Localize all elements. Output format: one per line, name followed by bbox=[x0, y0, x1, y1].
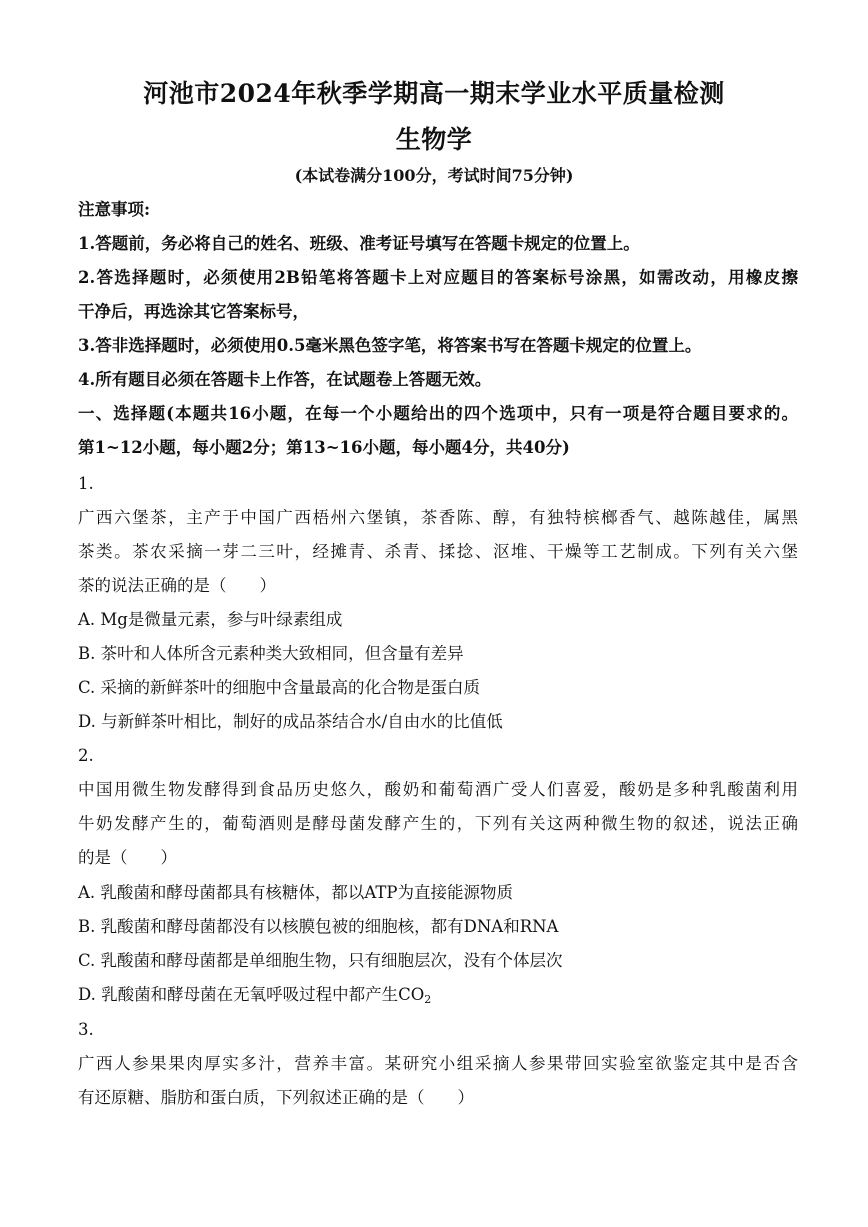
option-d-text: D. 乳酸菌和酵母菌在无氧呼吸过程中都产生CO bbox=[78, 985, 425, 1004]
question-stem-line: 有还原糖、脂肪和蛋白质，下列叙述正确的是（ ） bbox=[78, 1088, 474, 1107]
option-a: A. Mg是微量元素，参与叶绿素组成 bbox=[78, 610, 343, 629]
option-d: D. 与新鲜茶叶相比，制好的成品茶结合水/自由水的比值低 bbox=[78, 712, 503, 731]
option-c: C. 采摘的新鲜茶叶的细胞中含量最高的化合物是蛋白质 bbox=[78, 678, 481, 697]
notice-item: 3.答非选择题时，必须使用0.5毫米黑色签字笔，将答案书写在答题卡规定的位置上。 bbox=[78, 336, 702, 355]
question-stem-line: 茶的说法正确的是（ ） bbox=[78, 576, 276, 595]
option-a: A. 乳酸菌和酵母菌都具有核糖体，都以ATP为直接能源物质 bbox=[78, 883, 514, 902]
subject-title: 生物学 bbox=[395, 125, 473, 154]
question-number: 1. bbox=[78, 474, 94, 493]
option-b: B. 乳酸菌和酵母菌都没有以核膜包被的细胞核，都有DNA和RNA bbox=[78, 917, 559, 936]
notice-item: 干净后，再选涂其它答案标号， bbox=[78, 302, 309, 321]
option-c: C. 乳酸菌和酵母菌都是单细胞生物，只有细胞层次，没有个体层次 bbox=[78, 951, 563, 970]
option-b: B. 茶叶和人体所含元素种类大致相同，但含量有差异 bbox=[78, 644, 464, 663]
question-stem-line: 茶类。茶农采摘一芽二三叶，经摊青、杀青、揉捻、沤堆、干燥等工艺制成。下列有关六堡 bbox=[78, 542, 798, 561]
question-stem-line: 中国用微生物发酵得到食品历史悠久，酸奶和葡萄酒广受人们喜爱，酸奶是多种乳酸菌利用 bbox=[78, 780, 798, 799]
notice-item: 2.答选择题时，必须使用2B铅笔将答题卡上对应题目的答案标号涂黑，如需改动，用橡皮擦 bbox=[78, 268, 798, 287]
notice-item: 4.所有题目必须在答题卡上作答，在试题卷上答题无效。 bbox=[78, 370, 492, 389]
section-heading-continued: 第1~12小题，每小题2分；第13~16小题，每小题4分，共40分) bbox=[78, 438, 570, 457]
exam-info: (本试卷满分100分，考试时间75分钟) bbox=[294, 166, 574, 185]
subscript-2: 2 bbox=[424, 993, 432, 1006]
question-stem-line: 牛奶发酵产生的，葡萄酒则是酵母菌发酵产生的，下列有关这两种微生物的叙述，说法正确 bbox=[78, 814, 798, 833]
question-stem-line: 的是（ ） bbox=[78, 848, 177, 867]
option-d bbox=[78, 984, 798, 1006]
notice-heading: 注意事项: bbox=[78, 200, 151, 219]
question-number: 2. bbox=[78, 746, 94, 765]
question-number: 3. bbox=[78, 1020, 94, 1039]
question-stem-line: 广西六堡茶，主产于中国广西梧州六堡镇，茶香陈、醇，有独特槟榔香气、越陈越佳，属黑 bbox=[78, 508, 798, 527]
exam-title: 河池市2024年秋季学期高一期末学业水平质量检测 bbox=[143, 79, 725, 108]
section-heading: 一、选择题(本题共16小题，在每一个小题给出的四个选项中，只有一项是符合题目要求的。 bbox=[78, 404, 798, 423]
question-stem-line: 广西人参果果肉厚实多汁，营养丰富。某研究小组采摘人参果带回实验室欲鉴定其中是否含 bbox=[78, 1054, 798, 1073]
notice-item: 1.答题前，务必将自己的姓名、班级、准考证号填写在答题卡规定的位置上。 bbox=[78, 234, 640, 253]
